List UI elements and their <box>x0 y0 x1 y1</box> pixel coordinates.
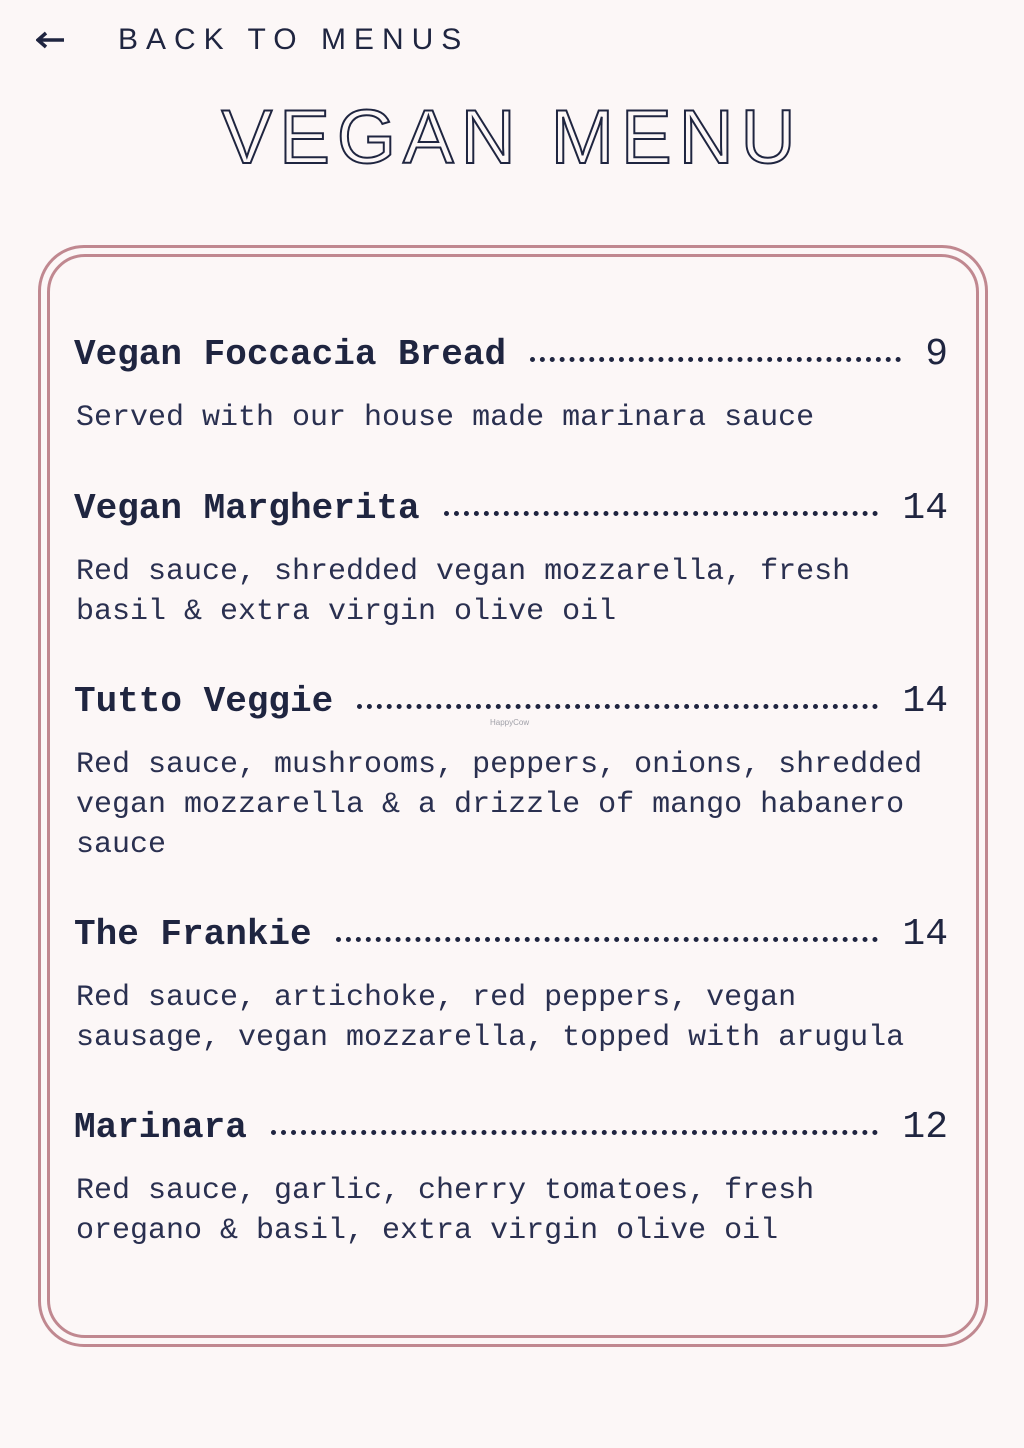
menu-item-the-frankie <box>74 910 948 1058</box>
arrow-left-icon <box>36 30 66 50</box>
dotted-leader <box>336 937 879 942</box>
menu-item-price: 9 <box>925 333 948 376</box>
menu-item-price: 14 <box>902 680 948 723</box>
menu-item-description: Red sauce, shredded vegan mozzarella, fresh basil & extra virgin olive oil <box>76 555 851 629</box>
menu-item-tutto-veggie <box>74 677 948 865</box>
menu-item-description: Served with our house made marinara sauce <box>76 401 815 435</box>
menu-item-name: Vegan Foccacia Bread <box>74 334 507 375</box>
dotted-leader <box>357 704 878 709</box>
menu-item-vegan-margherita <box>74 484 948 632</box>
menu-item-vegan-foccacia-bread <box>74 330 948 438</box>
menu-item-name: Vegan Margherita <box>74 488 420 529</box>
page-title: VEGAN MENU <box>221 95 803 180</box>
menu-item-description: Red sauce, artichoke, red peppers, vegan sausage, vegan mozzarella, topped with arugula <box>76 981 905 1055</box>
dotted-leader <box>271 1130 879 1135</box>
dotted-leader <box>530 357 901 362</box>
happycow-watermark: HappyCow <box>490 718 530 727</box>
back-to-menus-label: BACK TO MENUS <box>118 23 470 56</box>
menu-item-price: 12 <box>902 1106 948 1149</box>
menu-item-name: Marinara <box>74 1107 247 1148</box>
menu-item-price: 14 <box>902 487 948 530</box>
menu-item-marinara <box>74 1103 948 1251</box>
dotted-leader <box>444 511 879 516</box>
menu-item-description: Red sauce, mushrooms, peppers, onions, shredded vegan mozzarella & a drizzle of mango habanero sauce <box>76 748 923 862</box>
menu-item-name: The Frankie <box>74 914 312 955</box>
menu-item-price: 14 <box>902 913 948 956</box>
back-to-menus-link[interactable] <box>36 18 469 62</box>
menu-item-name: Tutto Veggie <box>74 681 334 722</box>
menu-item-description: Red sauce, garlic, cherry tomatoes, fresh oregano & basil, extra virgin olive oil <box>76 1174 815 1248</box>
